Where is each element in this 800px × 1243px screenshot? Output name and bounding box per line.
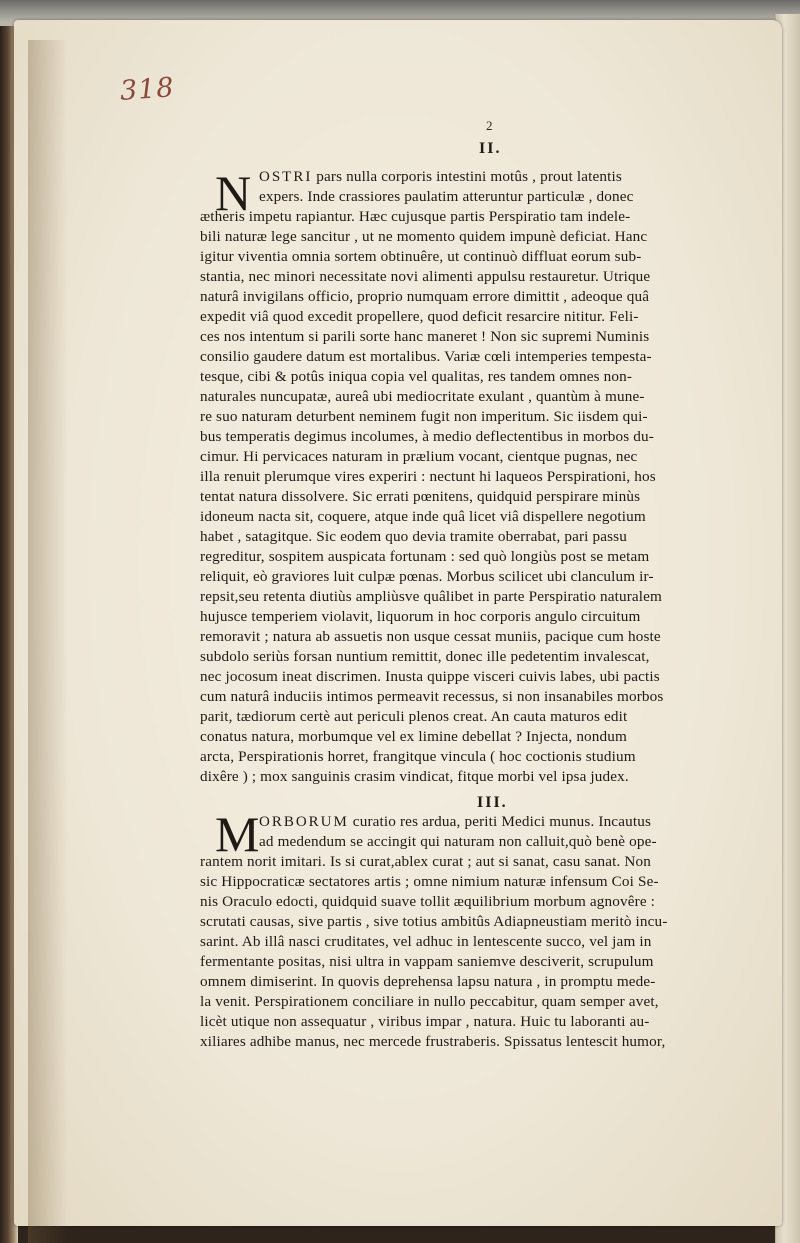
line-text: curatio res ardua, periti Medici munus. Incautus (348, 813, 652, 830)
text-line (200, 307, 750, 327)
text-line (200, 1012, 749, 1032)
line-text: ces nos intentum si parili sorte hanc maneret ! Non sic supremi Numinis (200, 328, 650, 345)
text-line (200, 347, 750, 367)
line-text: pars nulla corporis intestini motûs , prout latentis (312, 168, 622, 185)
line-text: expedit viâ quod excedit propellere, quod deficit resarcire nititur. Feli- (200, 308, 639, 325)
text-line (200, 267, 751, 287)
line-text: reliquit, eò graviores luit culpæ pœnas. Morbus scilicet ubi clanculum ir- (200, 568, 654, 585)
text-line (200, 952, 750, 972)
line-text: bili naturæ lege sancitur , ut ne momento quidem impunè deficiat. Hanc (200, 228, 648, 245)
text-line (200, 567, 747, 587)
text-line (200, 727, 745, 747)
line-text: arcta, Perspirationis horret, frangitque vincula ( hoc coctionis studium (200, 748, 636, 765)
line-text: nis Oraculo edocti, quidquid suave tollit æquilibrium morbum agnovêre : (200, 893, 656, 910)
line-text: repsit,seu retenta diutiùs ampliùsve quâlibet in parte Perspiratio naturalem (200, 588, 663, 605)
text-line (200, 467, 748, 487)
text-line (200, 872, 751, 892)
text-line (200, 972, 750, 992)
line-text: conatus natura, morbumque vel ex limine debellat ? Injecta, nondum (200, 728, 627, 745)
line-text: igitur viventia omnia sortem obtinuêre, ut continuò diffluat eorum sub- (200, 248, 642, 265)
line-text: omnem dimiserint. In quovis deprehensa lapsu natura , in promptu mede- (200, 973, 656, 990)
line-text: tentat natura dissolvere. Sic errati pœnitens, quidquid perspirare minùs (200, 488, 641, 505)
line-text: idoneum nacta sit, coquere, atque inde quâ licet viâ dispellere negotium (200, 508, 646, 525)
line-text: scrutati causas, sive partis , sive totius ambitûs Adiapneustiam meritò incu- (200, 913, 668, 930)
text-line (200, 247, 751, 267)
line-text: cum naturâ induciis intimos permeavit recessus, si non insanabiles morbos (200, 688, 664, 705)
text-line (200, 892, 751, 912)
text-line (200, 587, 747, 607)
line-text: ad medendum se accingit qui naturam non calluit,quò benè ope- (259, 833, 657, 850)
text-line (259, 167, 752, 187)
line-text: remoravit ; natura ab assuetis non usque cessat muniis, pacique cum hoste (200, 628, 661, 645)
text-line (200, 687, 746, 707)
line-text: sic Hippocraticæ sectatores artis ; omne nimium naturæ infensum Coi Se- (200, 873, 659, 890)
binding-shadow (28, 40, 68, 1243)
text-line (200, 547, 747, 567)
line-text: la venit. Perspirationem conciliare in nullo peccabitur, quam semper avet, (200, 993, 659, 1010)
text-line (200, 647, 746, 667)
text-line (200, 387, 749, 407)
text-line (200, 767, 745, 787)
text-line (200, 527, 748, 547)
text-line (200, 747, 745, 767)
text-line (259, 187, 752, 207)
text-line (200, 507, 748, 527)
text-line (200, 367, 750, 387)
line-text: naturales nuncupatæ, aureâ ubi mediocritate exulant , quantùm à mune- (200, 388, 645, 405)
text-line (200, 707, 745, 727)
line-text: hujusce temperiem violavit, liquorum in hoc corporis angulo circuitum (200, 608, 641, 625)
lead-word: ORBORUM (259, 814, 349, 830)
text-line (259, 812, 752, 832)
text-line (200, 667, 746, 687)
line-text: rantem norit imitari. Is si curat,ablex curat ; aut si sanat, casu sanat. Non (200, 853, 651, 870)
line-text: bus temperatis degimus incolumes, à medio deflectentibus in morbos du- (200, 428, 654, 445)
line-text: xiliares adhibe manus, nec mercede frustraberis. Spissatus lentescit humor, (200, 1033, 666, 1050)
line-text: dixêre ) ; mox sanguinis crasim vindicat, fitque morbi vel ipsa judex. (200, 768, 629, 785)
text-line (200, 207, 752, 227)
text-line (200, 487, 748, 507)
line-text: expers. Inde crassiores paulatim atteruntur particulæ , donec (259, 188, 634, 205)
text-line (200, 287, 751, 307)
text-line (200, 852, 751, 872)
line-text: consilio gaudere datum est mortalibus. Variæ cœli intemperies tempesta- (200, 348, 652, 365)
text-line (200, 932, 750, 952)
section-iii-heading: III. (477, 794, 508, 811)
text-line (200, 447, 749, 467)
line-text: habet , satagitque. Sic eodem quo devia tramite oberrabat, pari passu (200, 528, 627, 545)
text-line (200, 627, 746, 647)
section-ii-heading: II. (479, 140, 502, 157)
line-text: tesque, cibi & potûs iniqua copia vel qualitas, res tandem omnes non- (200, 368, 633, 385)
line-text: parit, tædiorum certè aut periculi plenos creat. An cauta maturos edit (200, 708, 628, 725)
text-line (200, 227, 751, 247)
text-line (259, 832, 752, 852)
text-line (200, 607, 747, 627)
line-text: ætheris impetu rapiantur. Hæc cujusque partis Perspiratio tam indele- (200, 208, 631, 225)
signature-mark: 2 (486, 118, 493, 133)
line-text: sarint. Ab illâ nasci cruditates, vel adhuc in lentescente succo, vel jam in (200, 933, 652, 950)
lead-word: OSTRI (259, 169, 313, 185)
book-page (14, 20, 782, 1226)
line-text: nec jocosum ineat discrimen. Inusta quippe visceri cuivis labes, ubi pactis (200, 668, 660, 685)
line-text: regreditur, sospitem auspicata fortunam : sed quò longiùs post se metam (200, 548, 650, 565)
text-line (200, 1032, 749, 1052)
section-ii-dropcap: N (215, 165, 252, 221)
text-line (200, 992, 749, 1012)
line-text: subdolo seriùs forsan nuntium remittit, donec ille pedetentim invalescat, (200, 648, 650, 665)
line-text: stantia, nec minori necessitate novi alimenti appulsu restauretur. Utrique (200, 268, 651, 285)
line-text: naturâ invigilans officio, proprio numquam errore dimittit , adeoque quâ (200, 288, 650, 305)
text-line (200, 327, 750, 347)
line-text: licèt utique non assequatur , viribus impar , natura. Huic tu laboranti au- (200, 1013, 650, 1030)
text-line (200, 912, 751, 932)
text-line (200, 407, 749, 427)
folio-number: 318 (118, 72, 176, 107)
line-text: cimur. Hi pervicaces naturam in prælium vocant, cientque pugnas, nec (200, 448, 638, 465)
section-iii-dropcap: M (215, 806, 260, 862)
line-text: re suo naturam deturbent neminem fugit non imperitum. Sic iisdem qui- (200, 408, 648, 425)
text-line (200, 427, 749, 447)
line-text: fermentante positas, nisi ultra in vappam saniemve desciverit, scrupulum (200, 953, 654, 970)
line-text: illa renuit plerumque vires experiri : nectunt hi laqueos Perspirationi, hos (200, 468, 656, 485)
